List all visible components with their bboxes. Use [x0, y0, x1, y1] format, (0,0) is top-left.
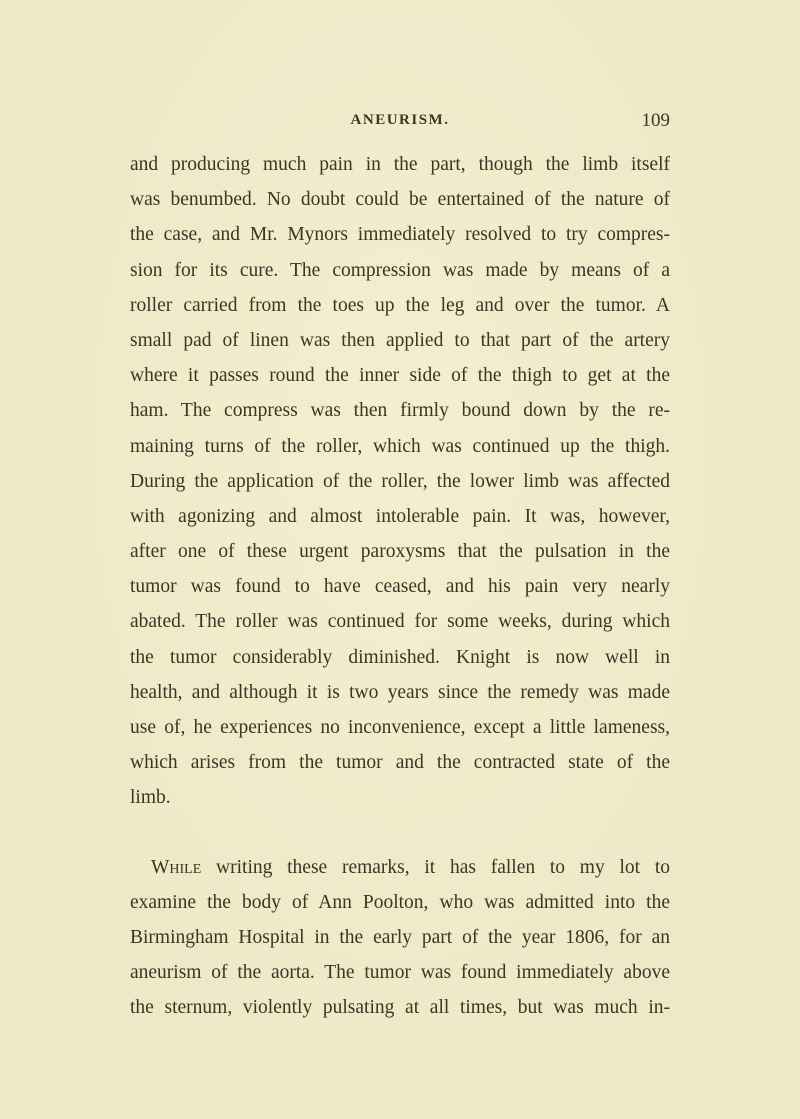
text-line: ham. The compress was then firmly bound down by the re- [130, 400, 670, 422]
drop-word: While [151, 856, 202, 878]
text-line-first [130, 850, 670, 885]
text-line: health, and although it is two years since the remedy was made [130, 681, 670, 703]
first-line-rest: writing these remarks, it has fallen to my lot to [216, 856, 670, 878]
paragraph-1 [130, 147, 670, 816]
text-line: was benumbed. No doubt could be entertained of the nature of [130, 189, 670, 211]
text-line: Birmingham Hospital in the early part of the year 1806, for an [130, 926, 670, 948]
body-text [130, 147, 670, 1026]
page-number: 109 [641, 110, 670, 131]
text-line: sion for its cure. The compression was made by means of a [130, 259, 670, 281]
text-line: with agonizing and almost intolerable pain. It was, however, [130, 505, 670, 527]
page-header [130, 112, 670, 136]
text-line: and producing much pain in the part, though the limb itself [130, 154, 670, 175]
text-line: During the application of the roller, the lower limb was affected [130, 470, 670, 492]
text-line: after one of these urgent paroxysms that the pulsation in the [130, 541, 670, 563]
text-line: tumor was found to have ceased, and his pain very nearly [130, 576, 670, 598]
text-line: abated. The roller was continued for some weeks, during which [130, 611, 670, 633]
text-line: which arises from the tumor and the contracted state of the [130, 752, 670, 774]
text-line: use of, he experiences no inconvenience, except a little lameness, [130, 717, 670, 738]
running-title: ANEURISM. [350, 112, 450, 128]
text-line: maining turns of the roller, which was continued up the thigh. [130, 435, 670, 457]
text-line: limb. [130, 787, 171, 809]
text-line: roller carried from the toes up the leg and over the tumor. A [130, 294, 670, 316]
text-line: small pad of linen was then applied to that part of the artery [130, 329, 670, 351]
paragraph-gap [130, 816, 670, 850]
text-line: examine the body of Ann Poolton, who was admitted into the [130, 891, 670, 913]
text-line: the sternum, violently pulsating at all times, but was much in- [130, 997, 670, 1019]
paragraph-2 [130, 850, 670, 1026]
text-line: the case, and Mr. Mynors immediately resolved to try compres- [130, 224, 670, 246]
text-line: the tumor considerably diminished. Knight is now well in [130, 646, 670, 668]
text-line: aneurism of the aorta. The tumor was found immediately above [130, 962, 670, 984]
text-line: where it passes round the inner side of the thigh to get at the [130, 365, 670, 387]
